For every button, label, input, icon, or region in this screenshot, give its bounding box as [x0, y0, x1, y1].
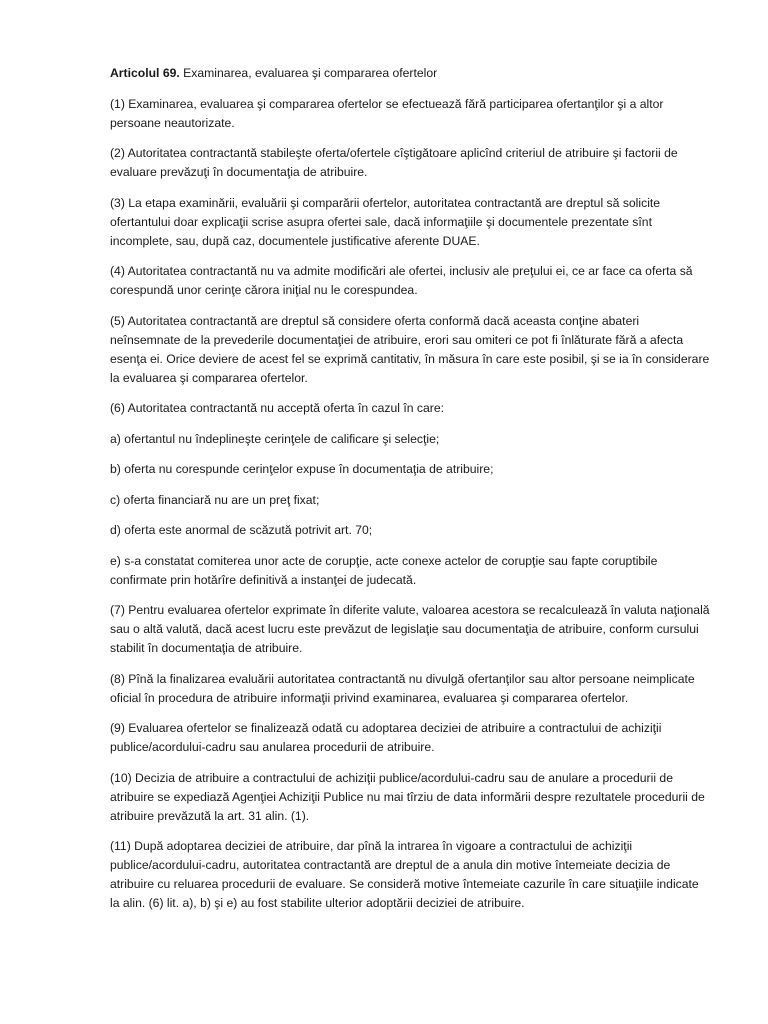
paragraph-11: (11) După adoptarea deciziei de atribuire, dar pînă la intrarea în vigoare a contractului de achiziţii publice/acordului-cadru, autoritatea contractantă are dreptul de a anula din motive întemeiate decizia de atribuire cu reluarea procedurii de evaluare. Se consideră motive întemeiate cazurile în care situaţiile indicate la alin. (6) lit. a), b) şi e) au fost stabilite ulterior adoptării deciziei de atribuire.	[110, 839, 699, 910]
paragraph-4: (4) Autoritatea contractantă nu va admite modificări ale ofertei, inclusiv ale preţului ei, ce ar face ca oferta să corespundă unor cerinţe cărora iniţial nu le corespundea.	[110, 264, 693, 297]
document-page	[110, 64, 710, 925]
article-title: Examinarea, evaluarea şi compararea ofertelor	[183, 66, 438, 80]
paragraph-9: (9) Evaluarea ofertelor se finalizează odată cu adoptarea deciziei de atribuire a contractului de achiziţii publice/acordului-cadru sau anularea procedurii de atribuire.	[110, 721, 662, 754]
article-heading	[110, 64, 710, 83]
list-item-b: b) oferta nu corespunde cerinţelor expuse în documentaţia de atribuire;	[110, 462, 494, 476]
list-item-e: e) s-a constatat comiterea unor acte de corupţie, acte conexe actelor de corupţie sau fapte coruptibile confirmate prin hotărîre definitivă a instanţei de judecată.	[110, 553, 658, 587]
paragraph-8: (8) Pînă la finalizarea evaluării autoritatea contractantă nu divulgă ofertanţilor sau altor persoane neimplicate oficial în procedura de atribuire informaţii privind examinarea, evaluarea şi compararea ofertelor.	[110, 671, 695, 705]
paragraph-2: (2) Autoritatea contractantă stabileşte oferta/ofertele cîştigătoare aplicînd criteriul de atribuire şi factorii de evaluare prevăzuţi în documentaţia de atribuire.	[110, 146, 678, 179]
paragraph-3: (3) La etapa examinării, evaluării şi comparării ofertelor, autoritatea contractantă are dreptul să solicite ofertantului doar explicaţii scrise asupra ofertei sale, dacă informaţiile şi documentele prezentate sînt incomplete, sau, după caz, documentele justificative aferente DUAE.	[110, 195, 661, 248]
article-label: Articolul 69.	[110, 66, 180, 80]
list-item-c: c) oferta financiară nu are un preţ fixat;	[110, 492, 320, 507]
paragraph-6: (6) Autoritatea contractantă nu acceptă oferta în cazul în care:	[110, 401, 444, 415]
list-item-a: a) ofertantul nu îndeplineşte cerinţele de calificare şi selecţie;	[110, 431, 440, 446]
list-item-d: d) oferta este anormal de scăzută potrivit art. 70;	[110, 523, 373, 537]
paragraph-10: (10) Decizia de atribuire a contractului de achiziţii publice/acordului-cadru sau de anulare a procedurii de atribuire se expediază Agenţiei Achiziţii Publice nu mai tîrziu de data informării despre rezultatele procedurii de atribuire prevăzută la art. 31 alin. (1).	[110, 770, 705, 823]
paragraph-7: (7) Pentru evaluarea ofertelor exprimate în diferite valute, valoarea acestora se recalculează în valuta naţională sau o altă valută, dacă acest lucru este prevăzut de legislaţie sau documentaţia de atribuire, conform cursului stabilit în documentaţia de atribuire.	[110, 603, 710, 655]
paragraph-1: (1) Examinarea, evaluarea şi compararea ofertelor se efectuează fără participarea ofertanţilor şi a altor persoane neautorizate.	[110, 96, 664, 130]
paragraph-5: (5) Autoritatea contractantă are dreptul să considere oferta conformă dacă aceasta conţine abateri neînsemnate de la prevederile documentaţiei de atribuire, erori sau omiteri ce pot fi înlăturate fără a afecta esenţa ei. Orice deviere de acest fel se exprimă cantitativ, în măsura în care este posibil, şi se ia în considerare la evaluarea şi compararea ofertelor.	[110, 313, 710, 385]
